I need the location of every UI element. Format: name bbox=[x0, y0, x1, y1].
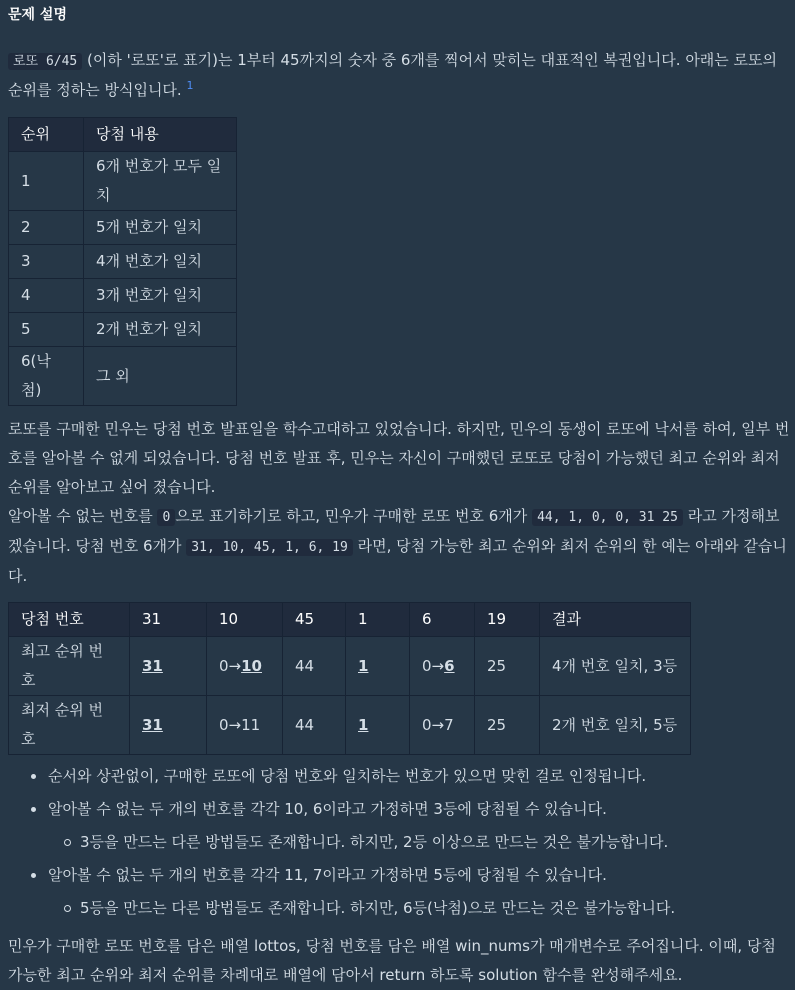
table-header-row bbox=[9, 118, 237, 152]
story-paragraph: 로또를 구매한 민우는 당첨 번호 발표일을 학수고대하고 있었습니다. 하지만, 민우의 동생이 로또에 낙서를 하여, 일부 번호를 알아볼 수 없게 되었습니다. 당첨 번호 발표 후, 민우는 자신이 구매했던 로또로 당첨이 가능했던 최고 순위와 최저 순위를 알아보고 싶어 졌습니다. bbox=[8, 420, 790, 496]
intro-text: (이하 '로또'로 표기)는 1부터 45까지의 숫자 중 6개를 찍어서 맞히는 대표적인 복권입니다. 아래는 로또의 순위를 정하는 방식입니다. bbox=[8, 51, 778, 99]
sub-list bbox=[48, 826, 790, 859]
table-row bbox=[9, 313, 237, 347]
list-item-text: 알아볼 수 없는 두 개의 번호를 각각 11, 7이라고 가정하면 5등에 당첨될 수 있습니다. bbox=[48, 866, 607, 884]
example-table bbox=[8, 602, 691, 755]
column-header: 10 bbox=[207, 603, 283, 637]
prize-cell: 4개 번호가 일치 bbox=[84, 245, 237, 279]
rank-cell: 6(낙첨) bbox=[9, 347, 84, 406]
prize-cell: 3개 번호가 일치 bbox=[84, 279, 237, 313]
table-row bbox=[9, 211, 237, 245]
number-cell: 0→7 bbox=[410, 696, 475, 755]
rank-cell: 3 bbox=[9, 245, 84, 279]
column-header: 31 bbox=[130, 603, 207, 637]
rank-cell: 1 bbox=[9, 152, 84, 211]
number-cell bbox=[410, 637, 475, 696]
table-row bbox=[9, 245, 237, 279]
row-label: 최고 순위 번호 bbox=[9, 637, 130, 696]
table-row bbox=[9, 696, 691, 755]
prize-cell: 5개 번호가 일치 bbox=[84, 211, 237, 245]
task-paragraph: 민우가 구매한 로또 번호를 담은 배열 lottos, 당첨 번호를 담은 배열 win_nums가 매개변수로 주어집니다. 이때, 당첨 가능한 최고 순위와 최저 순위를 차례대로 배열에 담아서 return 하도록 solution 함수를 완성해주세요. bbox=[8, 937, 776, 984]
list-item: 순서와 상관없이, 구매한 로또에 당첨 번호와 일치하는 번호가 있으면 맞힌 걸로 인정됩니다. bbox=[48, 760, 790, 793]
matched-number: 31 bbox=[142, 656, 163, 675]
column-header: 19 bbox=[475, 603, 540, 637]
matched-number: 1 bbox=[358, 715, 369, 734]
rank-cell: 4 bbox=[9, 279, 84, 313]
number-cell bbox=[346, 637, 410, 696]
table-row bbox=[9, 279, 237, 313]
number-cell bbox=[130, 696, 207, 755]
column-header: 1 bbox=[346, 603, 410, 637]
number-cell bbox=[130, 637, 207, 696]
rank-cell: 2 bbox=[9, 211, 84, 245]
number-cell: 25 bbox=[475, 637, 540, 696]
footnote-link[interactable]: 1 bbox=[186, 79, 194, 92]
number-cell: 44 bbox=[283, 696, 346, 755]
result-cell: 4개 번호 일치, 3등 bbox=[540, 637, 691, 696]
rules-list bbox=[8, 760, 790, 925]
text-span: 라고 가정해보겠습니다. 당첨 번호 6개가 bbox=[8, 507, 780, 555]
column-header: 당첨 내용 bbox=[84, 118, 237, 152]
prize-cell: 2개 번호가 일치 bbox=[84, 313, 237, 347]
prize-cell: 그 외 bbox=[84, 347, 237, 406]
inline-code: 로또 6/45 bbox=[8, 53, 82, 70]
matched-number: 10 bbox=[241, 656, 262, 675]
sub-list bbox=[48, 892, 790, 925]
text-span: 으로 표기하기로 하고, 민우가 구매한 로또 번호 6개가 bbox=[175, 507, 533, 525]
column-header: 당첨 번호 bbox=[9, 603, 130, 637]
column-header: 순위 bbox=[9, 118, 84, 152]
intro-paragraph bbox=[8, 46, 790, 105]
number-cell: 0→11 bbox=[207, 696, 283, 755]
number-cell bbox=[346, 696, 410, 755]
table-row bbox=[9, 152, 237, 211]
table-row bbox=[9, 637, 691, 696]
prize-cell: 6개 번호가 모두 일치 bbox=[84, 152, 237, 211]
matched-number: 1 bbox=[358, 656, 369, 675]
list-item-text: 알아볼 수 없는 두 개의 번호를 각각 10, 6이라고 가정하면 3등에 당첨될 수 있습니다. bbox=[48, 800, 607, 818]
row-label: 최저 순위 번호 bbox=[9, 696, 130, 755]
list-item bbox=[48, 793, 790, 859]
replaced-prefix: 0→ bbox=[219, 656, 242, 675]
section-heading: 문제 설명 bbox=[8, 7, 67, 23]
table-header-row bbox=[9, 603, 691, 637]
matched-number: 6 bbox=[444, 656, 455, 675]
sub-list-item: 3등을 만드는 다른 방법들도 존재합니다. 하지만, 2등 이상으로 만드는 것은 불가능합니다. bbox=[80, 826, 790, 859]
inline-code: 44, 1, 0, 0, 31 25 bbox=[532, 509, 683, 526]
number-cell: 44 bbox=[283, 637, 346, 696]
column-header: 6 bbox=[410, 603, 475, 637]
number-cell bbox=[207, 637, 283, 696]
number-cell: 25 bbox=[475, 696, 540, 755]
sub-list-item: 5등을 만드는 다른 방법들도 존재합니다. 하지만, 6등(낙첨)으로 만드는 것은 불가능합니다. bbox=[80, 892, 790, 925]
inline-code: 0 bbox=[157, 509, 175, 526]
column-header: 결과 bbox=[540, 603, 691, 637]
list-item bbox=[48, 859, 790, 925]
assumption-paragraph bbox=[8, 502, 790, 591]
rank-table bbox=[8, 117, 237, 406]
column-header: 45 bbox=[283, 603, 346, 637]
inline-code: 31, 10, 45, 1, 6, 19 bbox=[186, 539, 353, 556]
table-row bbox=[9, 347, 237, 406]
text-span: 라면, 당첨 가능한 최고 순위와 최저 순위의 한 예는 아래와 같습니다. bbox=[8, 537, 787, 585]
rank-cell: 5 bbox=[9, 313, 84, 347]
matched-number: 31 bbox=[142, 715, 163, 734]
text-span: 알아볼 수 없는 번호를 bbox=[8, 507, 158, 525]
replaced-prefix: 0→ bbox=[422, 656, 445, 675]
result-cell: 2개 번호 일치, 5등 bbox=[540, 696, 691, 755]
